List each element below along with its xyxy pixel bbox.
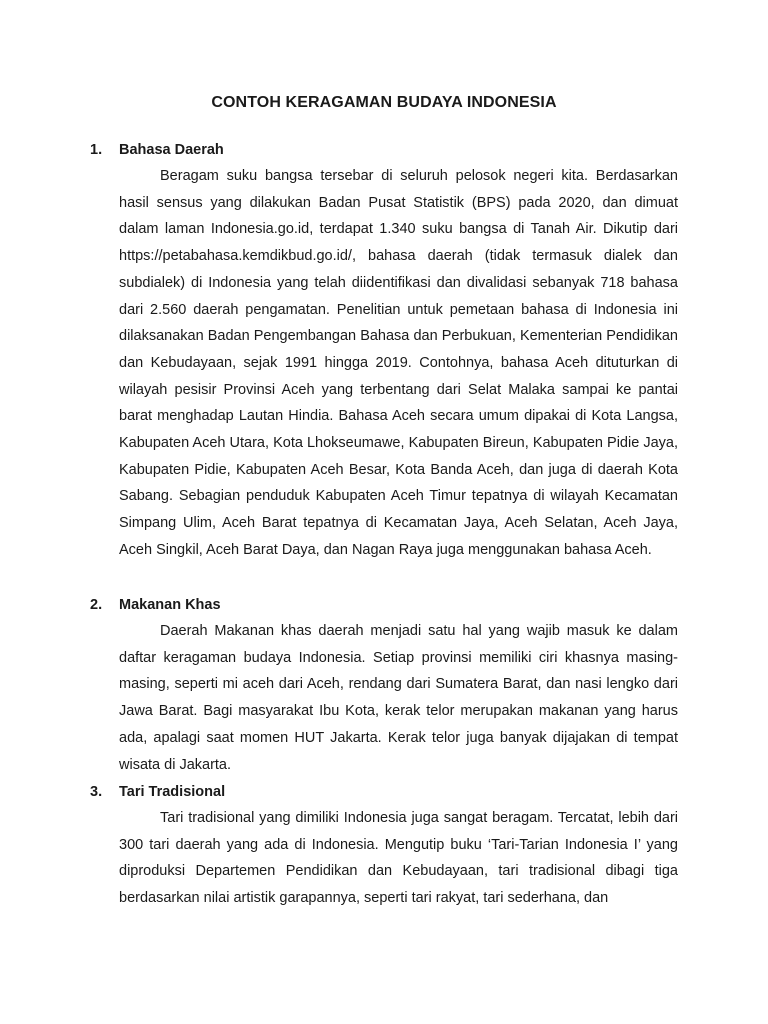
section-title: Makanan Khas <box>119 597 221 613</box>
document-title: CONTOH KERAGAMAN BUDAYA INDONESIA <box>211 94 557 111</box>
section-heading <box>90 594 678 616</box>
section-title: Bahasa Daerah <box>119 142 224 158</box>
section-paragraph: Beragam suku bangsa tersebar di seluruh pelosok negeri kita. Berdasarkan hasil sensus yang dilakukan Badan Pusat Statistik (BPS) pada 2020, dan dimuat dalam laman Indonesia.go.id, terdapat 1.340 suku bangsa di Tanah Air. Dikutip dari https://petabahasa.kemdikbud.go.id/, bahasa daerah (tidak termasuk dialek dan subdialek) di Indonesia yang telah diidentifikasi dan divalidasi sebanyak 718 bahasa dari 2.560 daerah pengamatan. Penelitian untuk pemetaan bahasa di Indonesia ini dilaksanakan Badan Pengembangan Bahasa dan Perbukuan, Kementerian Pendidikan dan Kebudayaan, sejak 1991 hingga 2019. Contohnya, bahasa Aceh dituturkan di wilayah pesisir Provinsi Aceh yang terbentang dari Selat Malaka sampai ke pantai barat menghadap Lautan Hindia. Bahasa Aceh secara umum dipakai di Kota Langsa, Kabupaten Aceh Utara, Kota Lhokseumawe, Kabupaten Bireun, Kabupaten Pidie Jaya, Kabupaten Pidie, Kabupaten Aceh Besar, Kota Banda Aceh, dan juga di daerah Kota Sabang. Sebagian penduduk Kabupaten Aceh Timur tepatnya di wilayah Kecamatan Simpang Ulim, Aceh Barat tepatnya di Kecamatan Jaya, Aceh Selatan, Aceh Jaya, Aceh Singkil, Aceh Barat Daya, dan Nagan Raya juga menggunakan bahasa Aceh. <box>119 168 678 558</box>
section-tari-tradisional <box>90 781 678 912</box>
section-number: 2. <box>90 597 103 613</box>
section-makanan-khas <box>90 594 678 778</box>
section-paragraph: Daerah Makanan khas daerah menjadi satu hal yang wajib masuk ke dalam daftar keragaman budaya Indonesia. Setiap provinsi memiliki ciri khasnya masing-masing, seperti mi aceh dari Aceh, rendang dari Sumatera Barat, dan nasi lengko dari Jawa Barat. Bagi masyarakat Ibu Kota, kerak telor merupakan makanan yang harus ada, apalagi saat momen HUT Jakarta. Kerak telor juga banyak dijajakan di tempat wisata di Jakarta. <box>119 623 678 773</box>
section-number: 1. <box>90 142 103 158</box>
section-bahasa-daerah <box>90 139 678 564</box>
section-paragraph: Tari tradisional yang dimiliki Indonesia juga sangat beragam. Tercatat, lebih dari 300 tari daerah yang ada di Indonesia. Mengutip buku ‘Tari-Tarian Indonesia I’ yang diproduksi Departemen Pendidikan dan Kebudayaan, tari tradisional dibagi tiga berdasarkan nilai artistik garapannya, seperti tari rakyat, tari sederhana, dan <box>119 810 678 907</box>
section-heading <box>90 139 678 161</box>
section-heading <box>90 781 678 803</box>
section-title: Tari Tradisional <box>119 784 226 800</box>
section-number: 3. <box>90 784 103 800</box>
